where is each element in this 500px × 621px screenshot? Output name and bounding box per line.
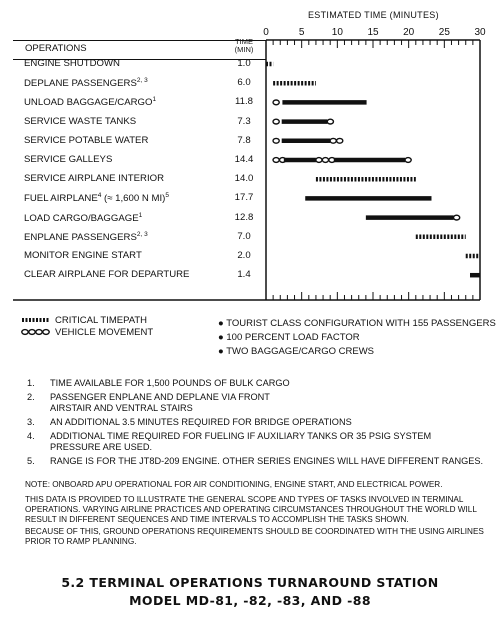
bar-vehicle-link	[273, 119, 279, 124]
bar-vehicle-link	[330, 138, 336, 143]
note-3-number: 3.	[27, 417, 35, 427]
operations-column-header: OPERATIONS	[25, 43, 87, 54]
condition-1: ● TOURIST CLASS CONFIGURATION WITH 155 PASSENGERS	[218, 318, 496, 329]
figure-subtitle: MODEL MD-81, -82, -83, AND -88	[129, 593, 371, 608]
bar-vehicle-link	[273, 138, 279, 143]
note-2-number: 2.	[27, 392, 35, 402]
operation-footnote-ref: 2, 3	[136, 77, 148, 85]
x-tick-label: 25	[438, 27, 450, 38]
operation-label-text: LOAD CARGO/BAGGAGE	[24, 212, 139, 224]
operation-label-text: FUEL AIRPLANE	[24, 193, 98, 205]
operation-label-text: ENPLANE PASSENGERS	[24, 231, 137, 243]
operation-label-text: ENGINE SHUTDOWN	[24, 58, 120, 69]
operation-footnote-ref: 2, 3	[136, 230, 148, 238]
time-header-line2: (MIN)	[234, 45, 254, 54]
turnaround-gantt-chart	[0, 0, 500, 310]
operation-time: 11.8	[235, 96, 253, 108]
bar-vehicle-link	[327, 119, 333, 124]
operation-footnote-ref: 5	[165, 192, 169, 200]
note-5-text: RANGE IS FOR THE JT8D-209 ENGINE. OTHER SERIES ENGINES WILL HAVE DIFFERENT RANGES.	[50, 456, 484, 466]
x-tick-label: 10	[331, 27, 343, 38]
operation-label-text: CLEAR AIRPLANE FOR DEPARTURE	[24, 269, 190, 281]
x-tick-label: 20	[403, 27, 415, 38]
operation-time: 7.0	[237, 230, 251, 242]
legend-critical-label: CRITICAL TIMEPATH	[55, 315, 148, 326]
bar-vehicle-link	[405, 158, 411, 163]
operation-label-text: SERVICE WASTE TANKS	[24, 115, 137, 127]
bar-vehicle-link	[316, 158, 322, 163]
operation-time: 14.0	[234, 173, 254, 185]
condition-2: ● 100 PERCENT LOAD FACTOR	[218, 332, 360, 343]
x-tick-label: 0	[263, 27, 269, 38]
x-tick-label: 15	[367, 27, 379, 38]
operation-time: 7.3	[237, 115, 251, 127]
legend-vehicle-label: VEHICLE MOVEMENT	[55, 327, 154, 338]
operation-time: 1.0	[237, 58, 251, 69]
bar-vehicle-link	[337, 138, 343, 143]
operation-label-text: SERVICE POTABLE WATER	[24, 134, 149, 146]
operation-label-text: MONITOR ENGINE START	[24, 250, 142, 261]
operation-footnote-ref: 1	[138, 211, 143, 219]
x-tick-label: 5	[298, 27, 305, 38]
operation-label-text: SERVICE AIRPLANE INTERIOR	[24, 173, 165, 185]
operation-time: 1.4	[237, 269, 251, 281]
operation-footnote-ref: 4	[97, 192, 102, 200]
operation-label-text: UNLOAD BAGGAGE/CARGO	[24, 97, 153, 109]
operation-time: 7.8	[237, 134, 251, 146]
disclaimer-paragraph: THIS DATA IS PROVIDED TO ILLUSTRATE THE GENERAL SCOPE AND TYPES OF TASKS INVOLVED IN TERMINAL OPERATIONS. VARYING AIRLINE PRACTICES AND OPERATING CIRCUMSTANCES THROUGHOUT THE WORLD WILL RESULT IN DIFFERENT SEQUENCES AND TIME INTERVALS TO ACCOMPLISH THE TASKS SHOWN.	[25, 495, 477, 524]
operation-time: 2.0	[237, 250, 251, 261]
axis-title: ESTIMATED TIME (MINUTES)	[308, 10, 439, 20]
coordination-paragraph: BECAUSE OF THIS, GROUND OPERATIONS REQUIREMENTS SHOULD BE COORDINATED WITH THE USING AIRLINES PRIOR TO RAMP PLANNING.	[25, 527, 484, 546]
note-4-number: 4.	[27, 431, 35, 441]
bar-vehicle-link	[273, 100, 279, 105]
operation-label-text: DEPLANE PASSENGERS	[24, 78, 137, 90]
condition-3-text: TWO BAGGAGE/CARGO CREWS	[226, 346, 375, 357]
note-4-text: ADDITIONAL TIME REQUIRED FOR FUELING IF AUXILIARY TANKS OR 35 PSIG SYSTEM PRESSURE ARE USED.	[50, 431, 432, 452]
note-3-text: AN ADDITIONAL 3.5 MINUTES REQUIRED FOR BRIDGE OPERATIONS	[50, 417, 352, 427]
operation-footnote-ref: 1	[152, 96, 157, 104]
operation-label-text: SERVICE GALLEYS	[24, 154, 113, 165]
operation-time: 6.0	[237, 77, 251, 89]
condition-3: ● TWO BAGGAGE/CARGO CREWS	[218, 346, 375, 357]
note-1-number: 1.	[27, 378, 35, 388]
note-2-text: PASSENGER ENPLANE AND DEPLANE VIA FRONT AIRSTAIR AND VENTRAL STAIRS	[50, 392, 270, 413]
condition-1-text: TOURIST CLASS CONFIGURATION WITH 155 PASSENGERS	[226, 318, 496, 329]
x-tick-label: 30	[474, 27, 486, 38]
apu-note: NOTE: ONBOARD APU OPERATIONAL FOR AIR CONDITIONING, ENGINE START, AND ELECTRICAL POWER.	[25, 480, 443, 489]
operation-label-range: (≈ 1,600 N MI)	[101, 193, 166, 205]
note-5-number: 5.	[27, 456, 35, 466]
time-header-line1: TIME	[235, 37, 253, 46]
legend-vehicle-swatch	[22, 330, 49, 335]
bar-vehicle-link	[322, 158, 328, 163]
operation-time: 14.4	[234, 154, 254, 165]
note-1-text: TIME AVAILABLE FOR 1,500 POUNDS OF BULK CARGO	[50, 378, 290, 388]
condition-2-text: 100 PERCENT LOAD FACTOR	[226, 332, 360, 343]
figure-title: 5.2 TERMINAL OPERATIONS TURNAROUND STATION	[61, 575, 439, 590]
operation-time: 12.8	[234, 211, 254, 223]
bar-vehicle-link	[273, 158, 279, 163]
operation-time: 17.7	[234, 192, 254, 204]
bar-vehicle-link	[454, 215, 460, 220]
